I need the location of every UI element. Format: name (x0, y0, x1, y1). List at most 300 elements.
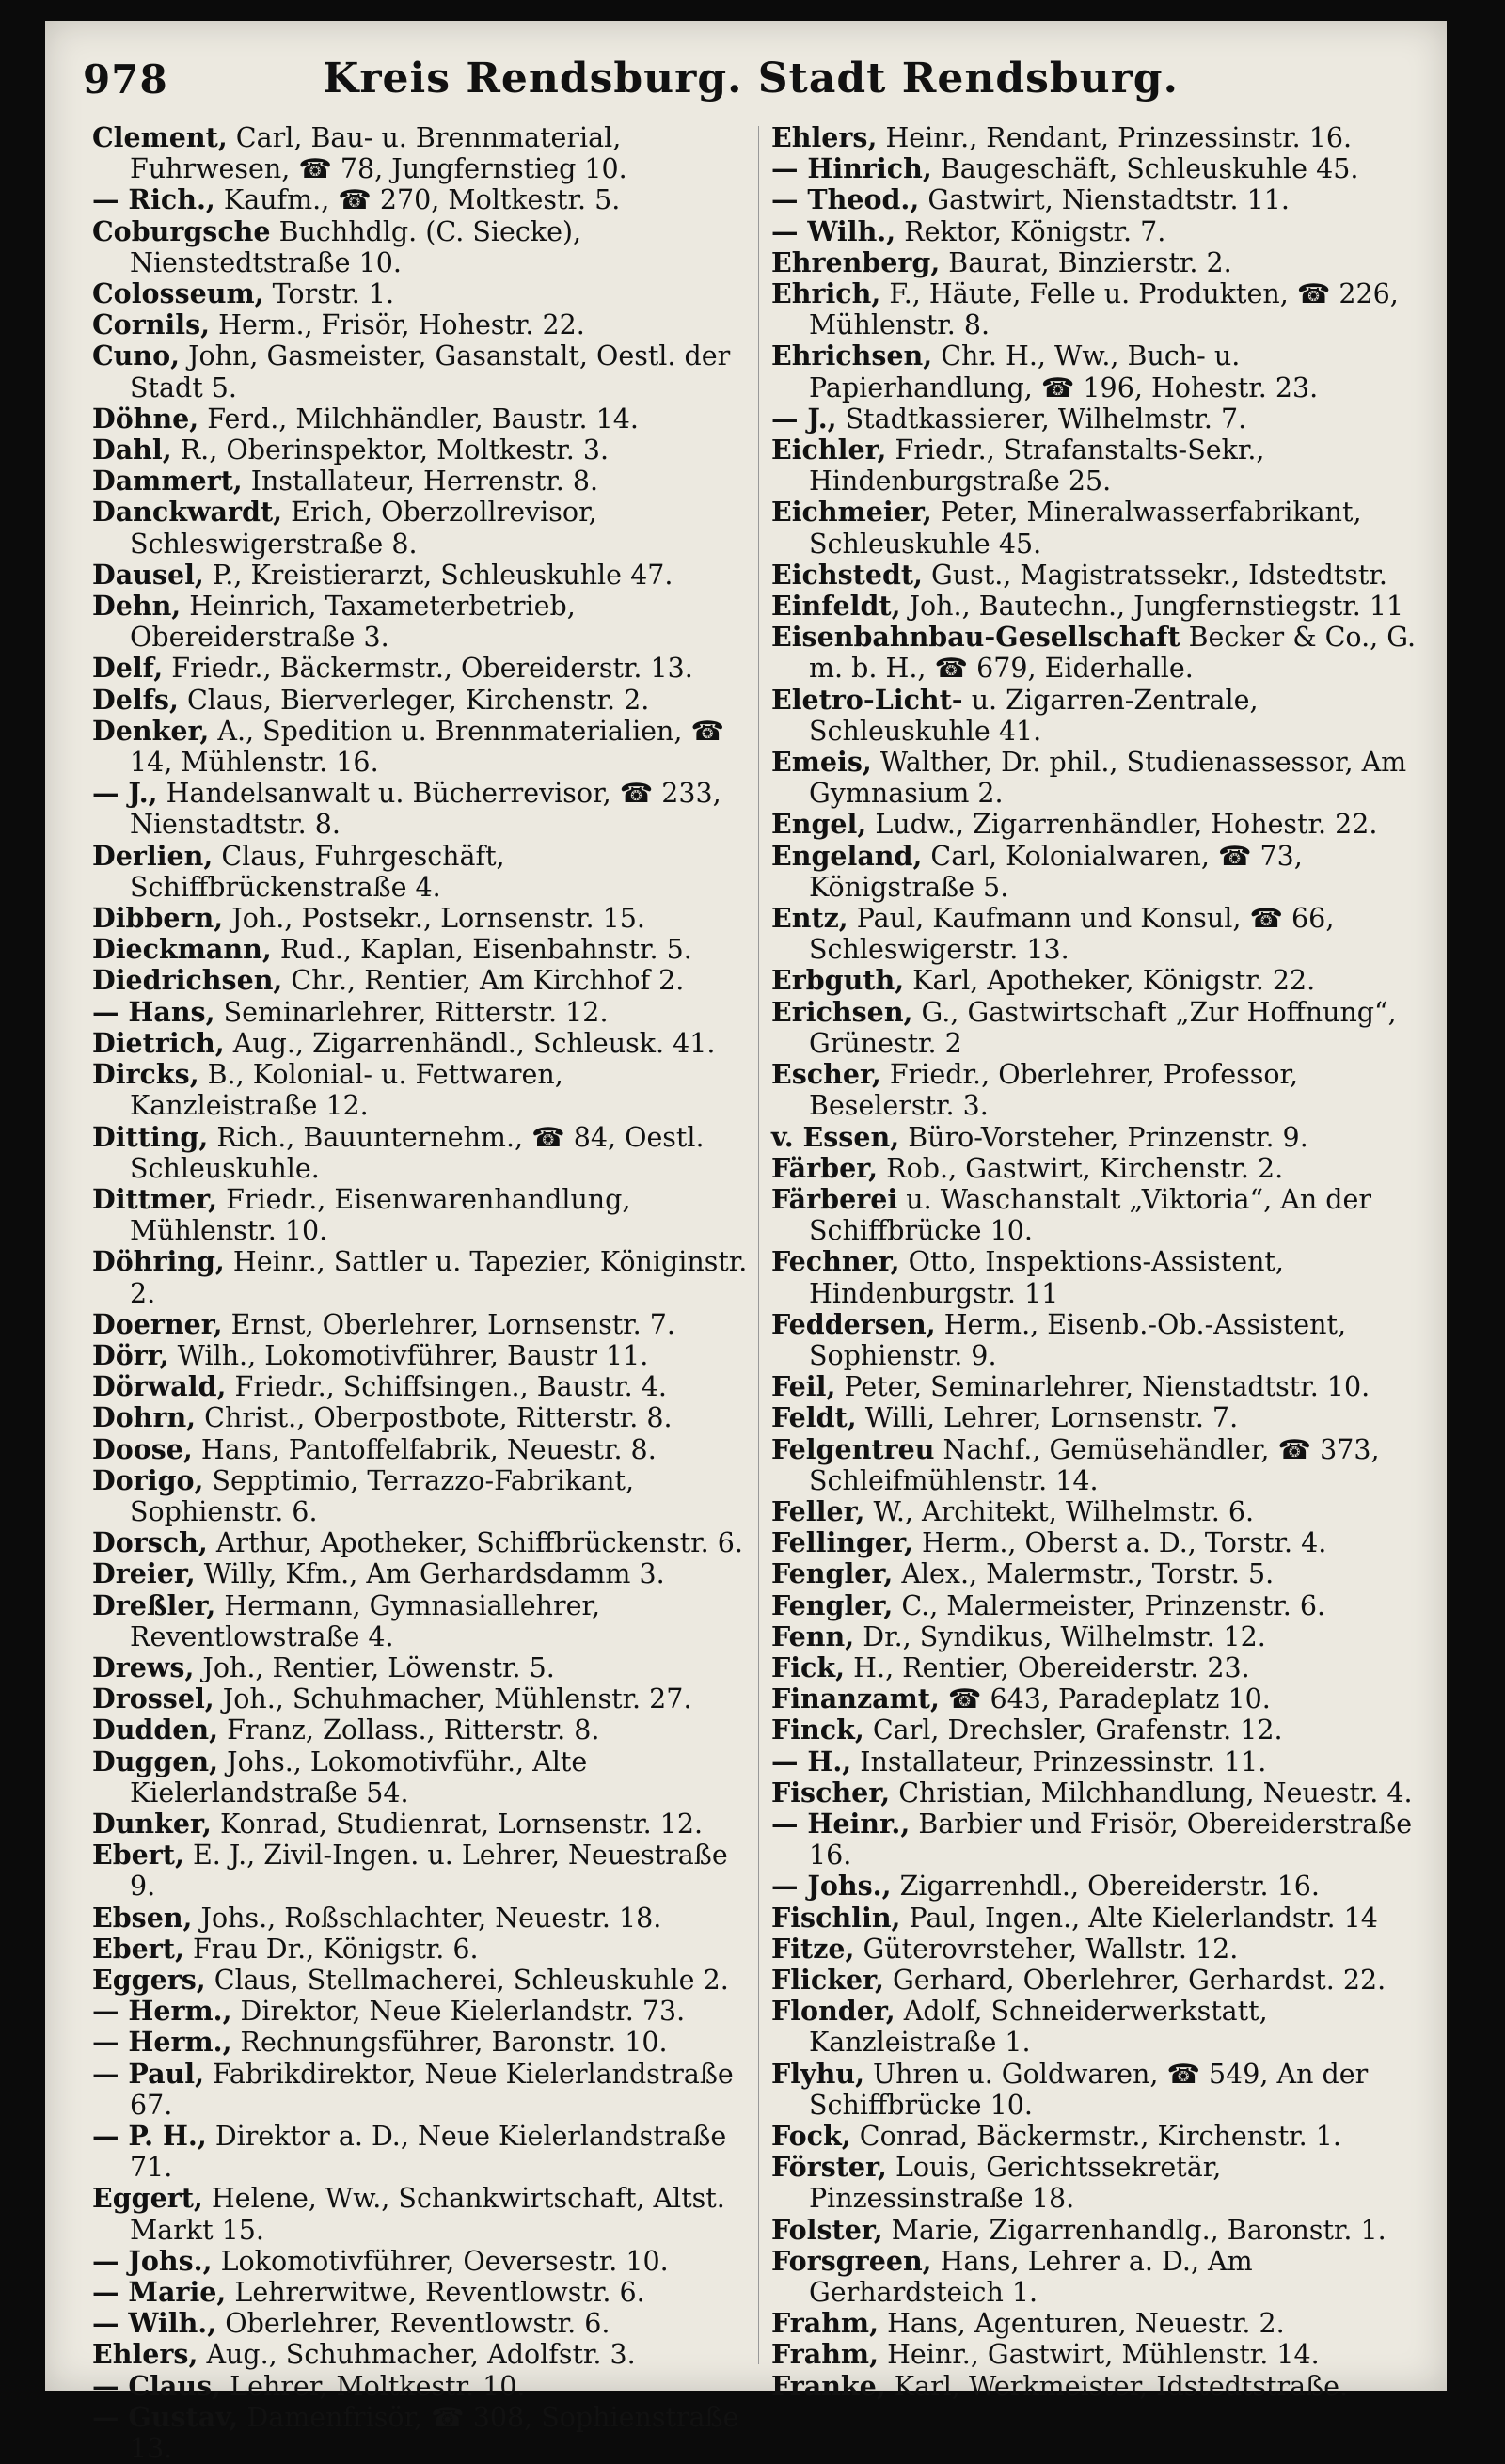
entry-name: — Herm., (92, 2026, 232, 2059)
entry-name: Förster, (771, 2151, 887, 2184)
entry-details: Hans, Lehrer a. D., Am Gerhardsteich 1. (809, 2245, 1253, 2309)
entry-details: Rechnungsführer, Baronstr. 10. (231, 2027, 668, 2059)
entry-details: Friedr., Oberlehrer, Professor, Beselerstr. 3. (809, 1059, 1299, 1122)
entry-name: Feddersen, (771, 1307, 936, 1340)
entry-name: Ebert, (92, 1932, 184, 1965)
directory-entry (771, 1309, 1430, 1371)
entry-details: Adolf, Schneiderwerkstatt, Kanzleistraße 1. (809, 1996, 1268, 2059)
entry-details: Christian, Milchhandlung, Neuestr. 4. (890, 1777, 1413, 1809)
directory-entry (771, 1496, 1430, 1527)
directory-entry (92, 1840, 751, 1902)
entry-name: Färberei (771, 1182, 898, 1215)
entry-details: Joh., Rentier, Löwenstr. 5. (194, 1651, 555, 1683)
entry-name: Fengler, (771, 1557, 894, 1590)
entry-name: Derlien, (92, 839, 214, 872)
directory-entry (771, 1371, 1430, 1402)
page-number: 978 (83, 56, 168, 103)
directory-entry (771, 122, 1430, 153)
entry-details: Büro-Vorsteher, Prinzenstr. 9. (899, 1121, 1308, 1153)
entry-name: Drews, (92, 1651, 195, 1683)
entry-details: C., Malermeister, Prinzenstr. 6. (893, 1589, 1326, 1621)
entry-details: Stadtkassierer, Wilhelmstr. 7. (836, 403, 1247, 434)
directory-entry (771, 591, 1430, 622)
directory-entry (92, 934, 751, 965)
entry-name: Dausel, (92, 558, 204, 591)
entry-details: Joh., Bautechn., Jungfernstiegstr. 11 (900, 591, 1404, 623)
directory-entry (771, 216, 1430, 247)
directory-entry (92, 278, 751, 309)
directory-entry (771, 278, 1430, 340)
entry-name: Eisenbahnbau-Gesellschaft (771, 621, 1180, 654)
entry-name: Drossel, (92, 1682, 214, 1715)
entry-name: Döhne, (92, 402, 199, 434)
entry-details: B., Kolonial- u. Fettwaren, Kanzleistraße 12. (130, 1059, 563, 1122)
entry-details: Carl, Kolonialwaren, ☎ 73, Königstraße 5. (809, 840, 1303, 903)
entry-details: E. J., Zivil-Ingen. u. Lehrer, Neuestraße 9. (130, 1840, 728, 1903)
entry-details: Handelsanwalt u. Bücherrevisor, ☎ 233, Nienstadtstr. 8. (130, 778, 721, 841)
entry-details: Herm., Frisör, Hohestr. 22. (210, 309, 585, 341)
entry-details: Becker & Co., G. m. b. H., ☎ 679, Eiderhalle. (809, 622, 1417, 685)
directory-entry (92, 716, 751, 778)
entry-name: Frahm, (771, 2338, 879, 2371)
entry-name: Doerner, (92, 1307, 223, 1340)
entry-details: Peter, Mineralwasserfabrikant, Schleuskuhle 45. (809, 497, 1362, 560)
entry-details: Claus, Bierverleger, Kirchenstr. 2. (178, 684, 650, 716)
entry-details: Gerhard, Oberlehrer, Gerhardst. 22. (883, 1964, 1386, 1996)
entry-name: Fengler, (771, 1588, 894, 1621)
entry-name: Escher, (771, 1058, 881, 1091)
directory-entry (771, 1059, 1430, 1121)
entry-details: Friedr., Eisenwarenhandlung, Mühlenstr. 10. (130, 1183, 631, 1247)
directory-entry (92, 403, 751, 434)
directory-entry (92, 466, 751, 497)
directory-entry (771, 1652, 1430, 1683)
directory-entry (771, 2121, 1430, 2152)
directory-entry (771, 747, 1430, 809)
entry-name: Dieckmann, (92, 933, 272, 966)
entry-name: Dehn, (92, 590, 182, 623)
entry-name: Fischlin, (771, 1901, 901, 1934)
entry-details: Aug., Zigarrenhändl., Schleusk. 41. (224, 1027, 716, 1059)
directory-entry (92, 1965, 751, 1996)
entry-details: Rob., Gastwirt, Kirchenstr. 2. (878, 1152, 1284, 1184)
entry-details: Louis, Gerichtssekretär, Pinzessinstraße 18. (809, 2152, 1222, 2215)
entry-details: Willi, Lehrer, Lornsenstr. 7. (856, 1402, 1239, 1434)
entry-details: Paul, Kaufmann und Konsul, ☎ 66, Schleswigerstr. 13. (809, 903, 1335, 966)
directory-entry (771, 2339, 1430, 2370)
directory-entry (92, 1558, 751, 1589)
entry-details: Direktor a. D., Neue Kielerlandstraße 71. (130, 2121, 727, 2184)
entry-name: Eggert, (92, 2182, 203, 2215)
entry-details: Friedr., Strafanstalts-Sekr., Hindenburgstraße 25. (809, 434, 1265, 498)
entry-details: Conrad, Bäckermstr., Kirchenstr. 1. (850, 2121, 1341, 2152)
entry-name: — Wilh., (771, 214, 896, 247)
directory-entry (92, 1184, 751, 1246)
directory-entry (771, 2246, 1430, 2308)
entry-details: Damenfrisör, ☎ 308, Sophienstraße 13. (130, 2401, 739, 2464)
directory-entry (92, 1402, 751, 1433)
left-column (92, 122, 751, 2464)
directory-entry (771, 1777, 1430, 1809)
entry-name: Dietrich, (92, 1026, 225, 1059)
directory-entry (92, 2027, 751, 2058)
entry-details: Herm., Eisenb.-Ob.-Assistent, Sophienstr. 9. (809, 1308, 1347, 1371)
entry-name: Dunker, (92, 1807, 212, 1840)
entry-details: Friedr., Bäckermstr., Obereiderstr. 13. (163, 653, 693, 685)
entry-details: Chr., Rentier, Am Kirchhof 2. (282, 965, 685, 997)
entry-details: Aug., Schuhmacher, Adolfstr. 3. (198, 2339, 636, 2371)
directory-entry (92, 685, 751, 716)
entry-details: Güterovrsteher, Wallstr. 12. (854, 1933, 1239, 1965)
entry-name: Cornils, (92, 308, 211, 341)
entry-details: Karl, Werkmeister, Idstedtstraße. (885, 2370, 1349, 2402)
directory-entry (771, 903, 1430, 965)
entry-name: Färber, (771, 1151, 879, 1184)
directory-entry (771, 1714, 1430, 1745)
entry-details: Installateur, Prinzessinstr. 11. (851, 1745, 1267, 1777)
entry-name: — Marie, (92, 2276, 227, 2309)
entry-name: Feil, (771, 1370, 836, 1403)
entry-details: Ludw., Zigarrenhändler, Hohestr. 22. (866, 809, 1378, 841)
directory-entry (92, 1246, 751, 1308)
entry-details: Frau Dr., Königstr. 6. (183, 1933, 479, 1965)
entry-details: G., Gastwirtschaft „Zur Hoffnung“, Grünestr. 2 (809, 996, 1397, 1059)
entry-details: Lehrerwitwe, Reventlowstr. 6. (226, 2277, 645, 2309)
directory-entry (92, 1059, 751, 1121)
entry-name: Frahm, (771, 2307, 879, 2340)
entry-name: Finck, (771, 1714, 864, 1746)
entry-details: Helene, Ww., Schankwirtschaft, Altst. Markt 15. (130, 2183, 725, 2246)
entry-name: Diedrichsen, (92, 964, 283, 997)
directory-entry (771, 1683, 1430, 1714)
entry-name: — Johs., (92, 2244, 213, 2277)
entry-details: Hans, Agenturen, Neuestr. 2. (879, 2308, 1285, 2340)
entry-name: — Rich., (92, 183, 215, 216)
directory-entry (92, 1996, 751, 2027)
entry-details: Franz, Zollass., Ritterstr. 8. (218, 1714, 600, 1746)
entry-name: Engeland, (771, 839, 923, 872)
entry-details: Rektor, Königstr. 7. (895, 215, 1166, 247)
directory-entry (92, 997, 751, 1028)
entry-name: Engel, (771, 808, 867, 841)
entry-details: Heinr., Rendant, Prinzessinstr. 16. (877, 122, 1353, 153)
directory-entry (771, 1934, 1430, 1965)
directory-entry (771, 403, 1430, 434)
entry-details: Carl, Bau- u. Brennmaterial, Fuhrwesen, ☎ 78, Jungfernstieg 10. (130, 122, 627, 185)
entry-name: Forsgreen, (771, 2244, 932, 2277)
entry-details: F., Häute, Felle u. Produkten, ☎ 226, Mühlenstr. 8. (809, 278, 1399, 341)
entry-name: Flyhu, (771, 2057, 864, 2090)
entry-details: Erich, Oberzollrevisor, Schleswigerstraße 8. (130, 497, 597, 560)
entry-name: Eichler, (771, 434, 887, 466)
directory-entry (92, 1652, 751, 1683)
entry-details: Otto, Inspektions-Assistent, Hindenburgstr. 11 (809, 1246, 1284, 1309)
entry-name: Cuno, (92, 340, 181, 372)
directory-entry (92, 1809, 751, 1840)
directory-entry (771, 2371, 1430, 2402)
entry-name: — Theod., (771, 183, 920, 216)
entry-details: u. Zigarren-Zentrale, Schleuskuhle 41. (809, 684, 1259, 747)
directory-entry (771, 622, 1430, 684)
entry-name: — Wilh., (92, 2307, 217, 2340)
entry-name: Eichmeier, (771, 496, 932, 529)
page-title: Kreis Rendsburg. Stadt Rendsburg. (323, 55, 1179, 103)
entry-details: Herm., Oberst a. D., Torstr. 4. (912, 1527, 1327, 1559)
entry-details: Installateur, Herrenstr. 8. (242, 466, 599, 498)
entry-name: Feller, (771, 1494, 865, 1527)
directory-entry (92, 434, 751, 466)
entry-name: Ehlers, (771, 121, 878, 153)
entry-details: Friedr., Schiffsingen., Baustr. 4. (226, 1371, 667, 1403)
entry-name: Dudden, (92, 1714, 219, 1746)
entry-details: ☎ 643, Paradeplatz 10. (939, 1683, 1271, 1715)
entry-details: Gastwirt, Nienstadtstr. 11. (919, 184, 1290, 216)
column-divider (758, 126, 759, 2364)
directory-entry (92, 965, 751, 996)
entry-name: Dreßler, (92, 1588, 216, 1621)
entry-name: Dorigo, (92, 1463, 204, 1496)
entry-name: Delf, (92, 652, 164, 685)
entry-details: Rich., Bauunternehm., ☎ 84, Oestl. Schleuskuhle. (130, 1121, 705, 1184)
entry-name: Clement, (92, 121, 228, 153)
entry-details: Oberlehrer, Reventlowstr. 6. (216, 2308, 610, 2340)
entry-details: Seminarlehrer, Ritterstr. 12. (214, 996, 609, 1028)
directory-entry (771, 997, 1430, 1059)
entry-details: Hermann, Gymnasiallehrer, Reventlowstraße 4. (130, 1589, 601, 1652)
entry-name: — Herm., (92, 1995, 232, 2028)
directory-entry (771, 965, 1430, 996)
entry-details: Paul, Ingen., Alte Kielerlandstr. 14 (900, 1902, 1378, 1934)
directory-entry (92, 560, 751, 591)
entry-details: Joh., Schuhmacher, Mühlenstr. 27. (214, 1683, 692, 1715)
entry-details: R., Oberinspektor, Moltkestr. 3. (171, 434, 610, 466)
entry-details: Nachf., Gemüsehändler, ☎ 373, Schleifmühlenstr. 14. (809, 1433, 1380, 1496)
entry-name: Dreier, (92, 1557, 196, 1590)
entry-name: — Hinrich, (771, 152, 932, 185)
entry-name: Fick, (771, 1651, 846, 1683)
directory-entry (771, 1434, 1430, 1496)
entry-details: Barbier und Frisör, Obereiderstraße 16. (809, 1808, 1413, 1872)
right-column (771, 122, 1430, 2402)
directory-entry (92, 1683, 751, 1714)
entry-details: H., Rentier, Obereiderstr. 23. (845, 1651, 1250, 1683)
entry-name: — Johs., (771, 1870, 892, 1903)
entry-details: Sepptimio, Terrazzo-Fabrikant, Sophienstr. 6. (130, 1464, 635, 1527)
entry-name: Fellinger, (771, 1526, 913, 1559)
directory-entry (92, 1527, 751, 1558)
entry-name: Dohrn, (92, 1401, 197, 1434)
directory-entry (92, 2059, 751, 2121)
entry-name: Coburgsche (92, 214, 271, 247)
entry-details: Dr., Syndikus, Wilhelmstr. 12. (854, 1620, 1266, 1652)
directory-entry (92, 2371, 751, 2402)
entry-name: Dircks, (92, 1058, 199, 1091)
entry-details: Peter, Seminarlehrer, Nienstadtstr. 10. (835, 1371, 1370, 1403)
directory-entry (92, 2121, 751, 2183)
directory-entry (92, 2246, 751, 2277)
entry-details: Fabrikdirektor, Neue Kielerlandstraße 67. (130, 2058, 734, 2121)
entry-name: Folster, (771, 2213, 883, 2246)
directory-entry (92, 778, 751, 840)
entry-name: Dahl, (92, 434, 172, 466)
entry-name: Doose, (92, 1432, 193, 1465)
entry-details: Zigarrenhdl., Obereiderstr. 16. (891, 1871, 1320, 1903)
entry-name: Fock, (771, 2120, 851, 2152)
directory-entry (771, 685, 1430, 747)
directory-page (45, 21, 1447, 2464)
entry-details: Direktor, Neue Kielerlandstr. 73. (231, 1996, 686, 2028)
entry-name: Danckwardt, (92, 496, 283, 529)
entry-details: Ferd., Milchhändler, Baustr. 14. (198, 403, 639, 434)
entry-name: Denker, (92, 714, 210, 747)
directory-entry (771, 247, 1430, 278)
entry-name: Fechner, (771, 1245, 900, 1278)
directory-entry (92, 497, 751, 559)
entry-name: Flonder, (771, 1995, 895, 2028)
directory-entry (92, 1903, 751, 1934)
directory-entry (92, 2277, 751, 2308)
entry-name: Franke, (771, 2369, 886, 2402)
directory-entry (771, 2308, 1430, 2339)
directory-entry (92, 1714, 751, 1745)
entry-details: Chr. H., Ww., Buch- u. Papierhandlung, ☎ 196, Hohestr. 23. (809, 340, 1319, 403)
directory-entry (771, 1621, 1430, 1652)
entry-name: Dorsch, (92, 1526, 208, 1559)
entry-name: Fenn, (771, 1619, 855, 1652)
directory-entry (92, 184, 751, 215)
entry-details: Heinr., Sattler u. Tapezier, Königinstr. 2. (130, 1246, 748, 1309)
directory-entry (92, 2402, 751, 2464)
directory-entry (92, 1434, 751, 1465)
entry-details: Claus, Stellmacherei, Schleuskuhle 2. (205, 1964, 729, 1996)
entry-name: Dörwald, (92, 1370, 227, 1403)
entry-name: Flicker, (771, 1963, 884, 1996)
entry-details: Johs., Lokomotivführ., Alte Kielerlandstraße 54. (130, 1745, 588, 1809)
entry-name: Ehlers, (92, 2338, 198, 2371)
directory-entry (92, 2339, 751, 2370)
directory-entry (771, 2152, 1430, 2214)
directory-entry (92, 1122, 751, 1184)
entry-details: Torstr. 1. (263, 278, 395, 310)
entry-name: — Gustav, (92, 2400, 239, 2433)
directory-entry (771, 153, 1430, 184)
directory-entry (771, 1153, 1430, 1184)
directory-entry (771, 434, 1430, 497)
directory-entry (92, 591, 751, 653)
directory-entry (771, 841, 1430, 903)
entry-name: Eggers, (92, 1963, 206, 1996)
directory-entry (771, 184, 1430, 215)
entry-name: Dörr, (92, 1338, 169, 1371)
entry-details: Baurat, Binzierstr. 2. (940, 246, 1232, 278)
directory-entry (92, 1028, 751, 1059)
entry-name: — Heinr., (771, 1807, 911, 1840)
entry-name: Dittmer, (92, 1182, 218, 1215)
entry-details: Wilh., Lokomotivführer, Baustr 11. (168, 1339, 649, 1371)
directory-entry (771, 2059, 1430, 2121)
entry-name: Eichstedt, (771, 558, 923, 591)
entry-name: Erbguth, (771, 964, 905, 997)
directory-entry (771, 809, 1430, 840)
directory-entry (92, 903, 751, 934)
entry-details: Baugeschäft, Schleuskuhle 45. (931, 153, 1359, 185)
directory-entry (92, 2183, 751, 2245)
entry-name: Fischer, (771, 1776, 891, 1809)
entry-name: — P. H., (92, 2120, 207, 2152)
directory-entry (92, 122, 751, 184)
entry-details: Kaufm., ☎ 270, Moltkestr. 5. (214, 184, 621, 216)
entry-details: Carl, Drechsler, Grafenstr. 12. (863, 1714, 1283, 1746)
entry-details: Ernst, Oberlehrer, Lornsenstr. 7. (222, 1308, 675, 1340)
entry-name: Erichsen, (771, 995, 913, 1028)
entry-details: Christ., Oberpostbote, Ritterstr. 8. (196, 1402, 673, 1434)
entry-name: — H., (771, 1745, 852, 1777)
entry-name: — J., (92, 777, 158, 810)
entry-details: Buchhdlg. (C. Siecke), Nienstedtstraße 10. (130, 215, 582, 278)
directory-entry (92, 309, 751, 340)
entry-details: Arthur, Apotheker, Schiffbrückenstr. 6. (207, 1527, 743, 1559)
entry-name: — Paul, (92, 2057, 205, 2090)
entry-name: Felgentreu (771, 1432, 935, 1465)
entry-name: Emeis, (771, 746, 872, 779)
directory-entry (771, 1527, 1430, 1558)
entry-details: A., Spedition u. Brennmaterialien, ☎ 14, Mühlenstr. 16. (130, 715, 725, 779)
entry-details: Hans, Pantoffelfabrik, Neuestr. 8. (192, 1433, 657, 1465)
entry-name: Eletro-Licht- (771, 683, 963, 716)
directory-entry (771, 1809, 1430, 1871)
entry-name: — J., (771, 402, 837, 434)
directory-entry (771, 1122, 1430, 1153)
directory-entry (92, 653, 751, 684)
directory-entry (771, 1903, 1430, 1934)
entry-name: — Claus, (92, 2369, 222, 2402)
entry-name: Fitze, (771, 1932, 855, 1965)
entry-name: Finanzamt, (771, 1682, 940, 1715)
directory-entry (92, 1590, 751, 1652)
directory-entry (92, 1371, 751, 1402)
directory-entry (771, 1246, 1430, 1308)
entry-name: — Hans, (92, 995, 215, 1028)
entry-details: u. Waschanstalt „Viktoria“, An der Schiffbrücke 10. (809, 1183, 1371, 1247)
entry-name: Döhring, (92, 1245, 225, 1278)
entry-details: Alex., Malermstr., Torstr. 5. (893, 1558, 1275, 1590)
entry-details: Karl, Apotheker, Königstr. 22. (904, 965, 1316, 997)
entry-name: Delfs, (92, 683, 179, 716)
directory-entry (92, 1934, 751, 1965)
entry-name: Einfeldt, (771, 590, 901, 623)
entry-name: Entz, (771, 902, 848, 935)
entry-details: Konrad, Studienrat, Lornsenstr. 12. (211, 1808, 704, 1840)
entry-details: Claus, Fuhrgeschäft, Schiffbrückenstraße 4. (130, 840, 505, 903)
page-header (83, 39, 1418, 115)
entry-name: Dammert, (92, 465, 243, 498)
entry-name: Ebert, (92, 1839, 184, 1872)
directory-entry (771, 1871, 1430, 1902)
directory-entry (92, 841, 751, 903)
entry-details: John, Gasmeister, Gasanstalt, Oestl. der Stadt 5. (130, 340, 731, 403)
directory-entry (771, 1590, 1430, 1621)
directory-entry (771, 1558, 1430, 1589)
entry-name: Ehrenberg, (771, 245, 941, 278)
entry-details: Heinr., Gastwirt, Mühlenstr. 14. (879, 2339, 1320, 2371)
entry-name: Duggen, (92, 1745, 219, 1777)
directory-entry (771, 340, 1430, 403)
entry-details: Joh., Postsekr., Lornsenstr. 15. (223, 903, 645, 935)
directory-entry (771, 560, 1430, 591)
entry-details: Lehrer, Moltkestr. 10. (221, 2370, 526, 2402)
entry-details: Lokomotivführer, Oeversestr. 10. (212, 2245, 669, 2277)
entry-details: W., Architekt, Wilhelmstr. 6. (864, 1495, 1255, 1527)
